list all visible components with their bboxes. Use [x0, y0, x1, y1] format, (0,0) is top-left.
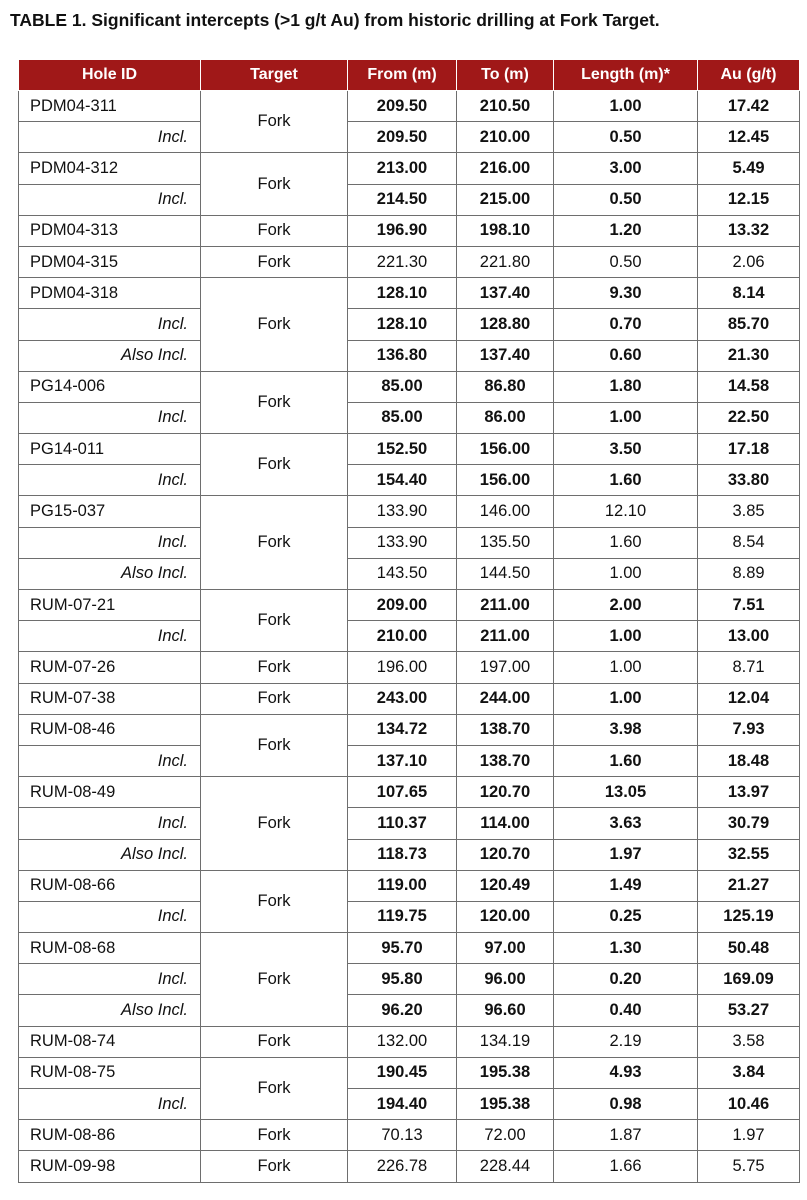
column-header-to: To (m) [457, 60, 554, 91]
from-cell: 243.00 [348, 683, 457, 714]
hole-id-cell: Incl. [19, 184, 201, 215]
target-cell: Fork [201, 1151, 348, 1182]
table-row-sub-interval [19, 901, 800, 932]
au-cell: 1.97 [698, 1120, 800, 1151]
target-cell: Fork [201, 777, 348, 871]
table-row [19, 652, 800, 683]
from-cell: 110.37 [348, 808, 457, 839]
table-row [19, 153, 800, 184]
table-row [19, 91, 800, 122]
target-cell: Fork [201, 371, 348, 433]
from-cell: 133.90 [348, 527, 457, 558]
length-cell: 1.20 [554, 215, 698, 246]
length-cell: 0.50 [554, 184, 698, 215]
table-row-sub-interval [19, 527, 800, 558]
from-cell: 70.13 [348, 1120, 457, 1151]
length-cell: 0.60 [554, 340, 698, 371]
hole-id-cell: RUM-09-98 [19, 1151, 201, 1182]
to-cell: 228.44 [457, 1151, 554, 1182]
to-cell: 156.00 [457, 434, 554, 465]
table-row-sub-interval [19, 995, 800, 1026]
hole-id-cell: PDM04-311 [19, 91, 201, 122]
table-row-sub-interval [19, 745, 800, 776]
to-cell: 96.00 [457, 964, 554, 995]
hole-id-cell: PDM04-318 [19, 278, 201, 309]
to-cell: 144.50 [457, 558, 554, 589]
to-cell: 195.38 [457, 1089, 554, 1120]
au-cell: 13.00 [698, 621, 800, 652]
au-cell: 3.84 [698, 1057, 800, 1088]
from-cell: 95.80 [348, 964, 457, 995]
to-cell: 138.70 [457, 745, 554, 776]
target-cell: Fork [201, 153, 348, 215]
to-cell: 86.00 [457, 402, 554, 433]
target-cell: Fork [201, 434, 348, 496]
hole-id-cell: Incl. [19, 309, 201, 340]
length-cell: 1.60 [554, 527, 698, 558]
length-cell: 3.00 [554, 153, 698, 184]
au-cell: 21.27 [698, 870, 800, 901]
hole-id-cell: Incl. [19, 122, 201, 153]
length-cell: 12.10 [554, 496, 698, 527]
to-cell: 134.19 [457, 1026, 554, 1057]
au-cell: 12.45 [698, 122, 800, 153]
to-cell: 197.00 [457, 652, 554, 683]
hole-id-cell: Also Incl. [19, 839, 201, 870]
target-cell: Fork [201, 652, 348, 683]
hole-id-cell: Incl. [19, 402, 201, 433]
target-cell: Fork [201, 246, 348, 277]
table-row [19, 371, 800, 402]
length-cell: 1.00 [554, 683, 698, 714]
table-row [19, 714, 800, 745]
from-cell: 226.78 [348, 1151, 457, 1182]
from-cell: 128.10 [348, 278, 457, 309]
length-cell: 1.00 [554, 652, 698, 683]
au-cell: 10.46 [698, 1089, 800, 1120]
target-cell: Fork [201, 496, 348, 590]
target-cell: Fork [201, 278, 348, 372]
to-cell: 211.00 [457, 590, 554, 621]
table-row-sub-interval [19, 808, 800, 839]
to-cell: 210.00 [457, 122, 554, 153]
table-row-sub-interval [19, 184, 800, 215]
column-header-au: Au (g/t) [698, 60, 800, 91]
intercepts-table [18, 60, 800, 1183]
table-row-sub-interval [19, 621, 800, 652]
hole-id-cell: RUM-08-66 [19, 870, 201, 901]
from-cell: 133.90 [348, 496, 457, 527]
from-cell: 152.50 [348, 434, 457, 465]
hole-id-cell: RUM-08-86 [19, 1120, 201, 1151]
length-cell: 1.00 [554, 621, 698, 652]
hole-id-cell: Incl. [19, 527, 201, 558]
au-cell: 13.32 [698, 215, 800, 246]
length-cell: 0.40 [554, 995, 698, 1026]
hole-id-cell: Also Incl. [19, 340, 201, 371]
header-row [19, 60, 800, 91]
from-cell: 137.10 [348, 745, 457, 776]
from-cell: 107.65 [348, 777, 457, 808]
target-cell: Fork [201, 91, 348, 153]
hole-id-cell: Also Incl. [19, 558, 201, 589]
table-row [19, 1151, 800, 1182]
from-cell: 119.00 [348, 870, 457, 901]
target-cell: Fork [201, 714, 348, 776]
hole-id-cell: PG14-011 [19, 434, 201, 465]
from-cell: 143.50 [348, 558, 457, 589]
hole-id-cell: Incl. [19, 1089, 201, 1120]
to-cell: 120.70 [457, 839, 554, 870]
au-cell: 33.80 [698, 465, 800, 496]
to-cell: 114.00 [457, 808, 554, 839]
hole-id-cell: Incl. [19, 621, 201, 652]
au-cell: 8.14 [698, 278, 800, 309]
to-cell: 86.80 [457, 371, 554, 402]
table-row [19, 246, 800, 277]
target-cell: Fork [201, 870, 348, 932]
au-cell: 125.19 [698, 901, 800, 932]
table-row-sub-interval [19, 839, 800, 870]
from-cell: 214.50 [348, 184, 457, 215]
from-cell: 132.00 [348, 1026, 457, 1057]
from-cell: 213.00 [348, 153, 457, 184]
from-cell: 209.50 [348, 122, 457, 153]
from-cell: 128.10 [348, 309, 457, 340]
au-cell: 2.06 [698, 246, 800, 277]
table-title: TABLE 1. Significant intercepts (>1 g/t Au) from historic drilling at Fork Target. [10, 10, 660, 30]
au-cell: 8.54 [698, 527, 800, 558]
length-cell: 1.60 [554, 745, 698, 776]
table-row [19, 1026, 800, 1057]
to-cell: 96.60 [457, 995, 554, 1026]
column-header-target: Target [201, 60, 348, 91]
table-body [19, 91, 800, 1183]
hole-id-cell: PDM04-312 [19, 153, 201, 184]
length-cell: 13.05 [554, 777, 698, 808]
from-cell: 194.40 [348, 1089, 457, 1120]
table-row [19, 933, 800, 964]
au-cell: 12.04 [698, 683, 800, 714]
from-cell: 190.45 [348, 1057, 457, 1088]
length-cell: 0.50 [554, 122, 698, 153]
length-cell: 3.63 [554, 808, 698, 839]
to-cell: 128.80 [457, 309, 554, 340]
to-cell: 244.00 [457, 683, 554, 714]
to-cell: 198.10 [457, 215, 554, 246]
table-row-sub-interval [19, 122, 800, 153]
table-row [19, 870, 800, 901]
au-cell: 17.18 [698, 434, 800, 465]
from-cell: 209.00 [348, 590, 457, 621]
to-cell: 221.80 [457, 246, 554, 277]
length-cell: 0.70 [554, 309, 698, 340]
table-row [19, 215, 800, 246]
au-cell: 22.50 [698, 402, 800, 433]
from-cell: 134.72 [348, 714, 457, 745]
table-row-sub-interval [19, 340, 800, 371]
hole-id-cell: RUM-07-26 [19, 652, 201, 683]
table-row-sub-interval [19, 1089, 800, 1120]
length-cell: 1.00 [554, 91, 698, 122]
to-cell: 97.00 [457, 933, 554, 964]
au-cell: 30.79 [698, 808, 800, 839]
target-cell: Fork [201, 1057, 348, 1119]
au-cell: 7.51 [698, 590, 800, 621]
target-cell: Fork [201, 1120, 348, 1151]
au-cell: 7.93 [698, 714, 800, 745]
au-cell: 3.58 [698, 1026, 800, 1057]
from-cell: 154.40 [348, 465, 457, 496]
au-cell: 5.49 [698, 153, 800, 184]
au-cell: 18.48 [698, 745, 800, 776]
length-cell: 1.97 [554, 839, 698, 870]
length-cell: 2.00 [554, 590, 698, 621]
to-cell: 210.50 [457, 91, 554, 122]
hole-id-cell: RUM-08-74 [19, 1026, 201, 1057]
length-cell: 0.20 [554, 964, 698, 995]
table-row-sub-interval [19, 558, 800, 589]
hole-id-cell: RUM-08-49 [19, 777, 201, 808]
au-cell: 13.97 [698, 777, 800, 808]
hole-id-cell: Incl. [19, 465, 201, 496]
table-row-sub-interval [19, 309, 800, 340]
table-row [19, 683, 800, 714]
to-cell: 72.00 [457, 1120, 554, 1151]
to-cell: 137.40 [457, 278, 554, 309]
length-cell: 3.98 [554, 714, 698, 745]
au-cell: 14.58 [698, 371, 800, 402]
from-cell: 85.00 [348, 402, 457, 433]
au-cell: 85.70 [698, 309, 800, 340]
to-cell: 195.38 [457, 1057, 554, 1088]
to-cell: 120.00 [457, 901, 554, 932]
length-cell: 2.19 [554, 1026, 698, 1057]
hole-id-cell: PG14-006 [19, 371, 201, 402]
from-cell: 95.70 [348, 933, 457, 964]
column-header-length: Length (m)* [554, 60, 698, 91]
from-cell: 96.20 [348, 995, 457, 1026]
from-cell: 196.00 [348, 652, 457, 683]
to-cell: 215.00 [457, 184, 554, 215]
from-cell: 209.50 [348, 91, 457, 122]
length-cell: 1.66 [554, 1151, 698, 1182]
hole-id-cell: RUM-08-75 [19, 1057, 201, 1088]
table-header [19, 60, 800, 91]
hole-id-cell: PG15-037 [19, 496, 201, 527]
hole-id-cell: RUM-08-68 [19, 933, 201, 964]
table-row-sub-interval [19, 964, 800, 995]
from-cell: 119.75 [348, 901, 457, 932]
au-cell: 169.09 [698, 964, 800, 995]
au-cell: 53.27 [698, 995, 800, 1026]
au-cell: 5.75 [698, 1151, 800, 1182]
target-cell: Fork [201, 590, 348, 652]
hole-id-cell: Incl. [19, 964, 201, 995]
table-row [19, 777, 800, 808]
to-cell: 120.49 [457, 870, 554, 901]
hole-id-cell: RUM-07-38 [19, 683, 201, 714]
length-cell: 1.60 [554, 465, 698, 496]
table-row [19, 278, 800, 309]
hole-id-cell: RUM-07-21 [19, 590, 201, 621]
hole-id-cell: PDM04-315 [19, 246, 201, 277]
table-row [19, 1120, 800, 1151]
from-cell: 196.90 [348, 215, 457, 246]
table-row [19, 1057, 800, 1088]
hole-id-cell: RUM-08-46 [19, 714, 201, 745]
length-cell: 9.30 [554, 278, 698, 309]
au-cell: 17.42 [698, 91, 800, 122]
from-cell: 221.30 [348, 246, 457, 277]
length-cell: 0.25 [554, 901, 698, 932]
to-cell: 211.00 [457, 621, 554, 652]
to-cell: 156.00 [457, 465, 554, 496]
table-row-sub-interval [19, 402, 800, 433]
to-cell: 137.40 [457, 340, 554, 371]
table-row [19, 590, 800, 621]
table-row [19, 496, 800, 527]
au-cell: 32.55 [698, 839, 800, 870]
length-cell: 0.50 [554, 246, 698, 277]
hole-id-cell: Incl. [19, 808, 201, 839]
length-cell: 1.87 [554, 1120, 698, 1151]
au-cell: 3.85 [698, 496, 800, 527]
from-cell: 210.00 [348, 621, 457, 652]
hole-id-cell: PDM04-313 [19, 215, 201, 246]
au-cell: 8.89 [698, 558, 800, 589]
to-cell: 138.70 [457, 714, 554, 745]
to-cell: 216.00 [457, 153, 554, 184]
hole-id-cell: Also Incl. [19, 995, 201, 1026]
from-cell: 136.80 [348, 340, 457, 371]
from-cell: 118.73 [348, 839, 457, 870]
to-cell: 135.50 [457, 527, 554, 558]
target-cell: Fork [201, 215, 348, 246]
length-cell: 1.30 [554, 933, 698, 964]
column-header-hole-id: Hole ID [19, 60, 201, 91]
length-cell: 1.00 [554, 402, 698, 433]
length-cell: 3.50 [554, 434, 698, 465]
length-cell: 1.49 [554, 870, 698, 901]
length-cell: 1.00 [554, 558, 698, 589]
au-cell: 50.48 [698, 933, 800, 964]
hole-id-cell: Incl. [19, 901, 201, 932]
au-cell: 8.71 [698, 652, 800, 683]
hole-id-cell: Incl. [19, 745, 201, 776]
from-cell: 85.00 [348, 371, 457, 402]
to-cell: 146.00 [457, 496, 554, 527]
au-cell: 21.30 [698, 340, 800, 371]
target-cell: Fork [201, 683, 348, 714]
length-cell: 4.93 [554, 1057, 698, 1088]
to-cell: 120.70 [457, 777, 554, 808]
length-cell: 1.80 [554, 371, 698, 402]
table-row [19, 434, 800, 465]
column-header-from: From (m) [348, 60, 457, 91]
table-row-sub-interval [19, 465, 800, 496]
target-cell: Fork [201, 1026, 348, 1057]
target-cell: Fork [201, 933, 348, 1027]
length-cell: 0.98 [554, 1089, 698, 1120]
au-cell: 12.15 [698, 184, 800, 215]
